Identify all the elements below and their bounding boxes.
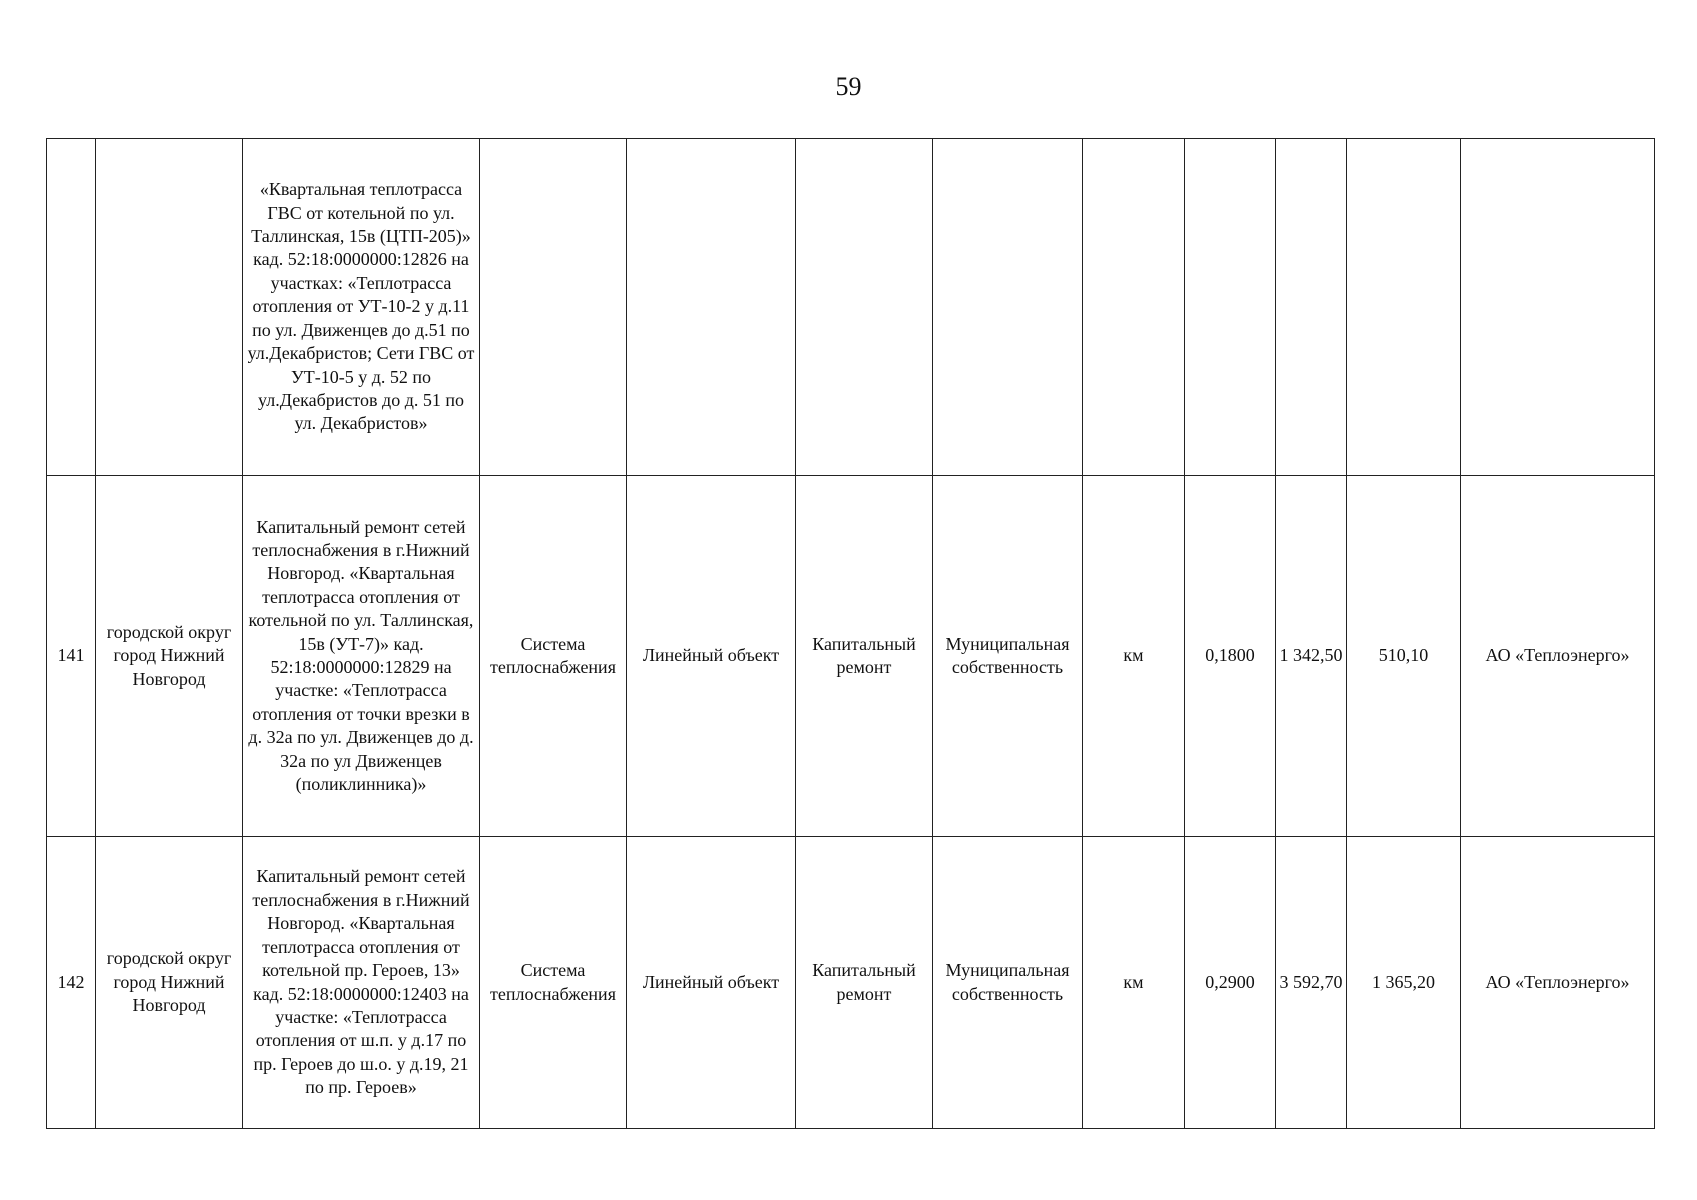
description-cell: «Квартальная теплотрасса ГВС от котельной по ул. Таллинская, 15в (ЦТП-205)» кад. 52:18:0000000:12826 на участках: «Теплотрасса отопления от УТ-10-2 у д.11 по ул. Движенцев до д.51 по ул.Декабристов; Сети ГВС от УТ-10-5 у д. 52 по ул.Декабристов до д. 51 по ул. Декабристов» — [243, 139, 480, 476]
unit-cell: км — [1083, 476, 1185, 837]
system-cell — [480, 139, 627, 476]
page-number: 59 — [835, 72, 862, 101]
table-row — [47, 837, 1655, 1129]
cost2-cell: 1 365,20 — [1347, 837, 1461, 1129]
ownership-cell: Муниципальная собственность — [933, 837, 1083, 1129]
organization-cell: АО «Теплоэнерго» — [1461, 476, 1655, 837]
region-cell: городской округ город Нижний Новгород — [96, 837, 243, 1129]
system-cell: Система теплоснабжения — [480, 476, 627, 837]
row-number-cell: 142 — [47, 837, 96, 1129]
organization-cell: АО «Теплоэнерго» — [1461, 837, 1655, 1129]
work-type-cell: Капитальный ремонт — [796, 837, 933, 1129]
row-number-cell — [47, 139, 96, 476]
work-type-cell — [796, 139, 933, 476]
table-row — [47, 476, 1655, 837]
cost-cell: 3 592,70 — [1276, 837, 1347, 1129]
object-type-cell: Линейный объект — [627, 837, 796, 1129]
row-number-cell: 141 — [47, 476, 96, 837]
table-row — [47, 139, 1655, 476]
object-type-cell: Линейный объект — [627, 476, 796, 837]
region-cell — [96, 139, 243, 476]
work-type-cell: Капитальный ремонт — [796, 476, 933, 837]
unit-cell — [1083, 139, 1185, 476]
investment-table — [46, 138, 1655, 1129]
cost-cell — [1276, 139, 1347, 476]
description-cell: Капитальный ремонт сетей теплоснабжения в г.Нижний Новгород. «Квартальная теплотрасса отопления от котельной по ул. Таллинская, 15в (УТ-7)» кад. 52:18:0000000:12829 на участке: «Теплотрасса отопления от точки врезки в д. 32а по ул. Движенцев до д. 32а по ул Движенцев (поликлинника)» — [243, 476, 480, 837]
ownership-cell: Муниципальная собственность — [933, 476, 1083, 837]
object-type-cell — [627, 139, 796, 476]
quantity-cell: 0,1800 — [1185, 476, 1276, 837]
quantity-cell: 0,2900 — [1185, 837, 1276, 1129]
cost2-cell — [1347, 139, 1461, 476]
cost2-cell: 510,10 — [1347, 476, 1461, 837]
region-cell: городской округ город Нижний Новгород — [96, 476, 243, 837]
quantity-cell — [1185, 139, 1276, 476]
unit-cell: км — [1083, 837, 1185, 1129]
description-cell: Капитальный ремонт сетей теплоснабжения в г.Нижний Новгород. «Квартальная теплотрасса отопления от котельной пр. Героев, 13» кад. 52:18:0000000:12403 на участке: «Теплотрасса отопления от ш.п. у д.17 по пр. Героев до ш.о. у д.19, 21 по пр. Героев» — [243, 837, 480, 1129]
system-cell: Система теплоснабжения — [480, 837, 627, 1129]
ownership-cell — [933, 139, 1083, 476]
cost-cell: 1 342,50 — [1276, 476, 1347, 837]
organization-cell — [1461, 139, 1655, 476]
